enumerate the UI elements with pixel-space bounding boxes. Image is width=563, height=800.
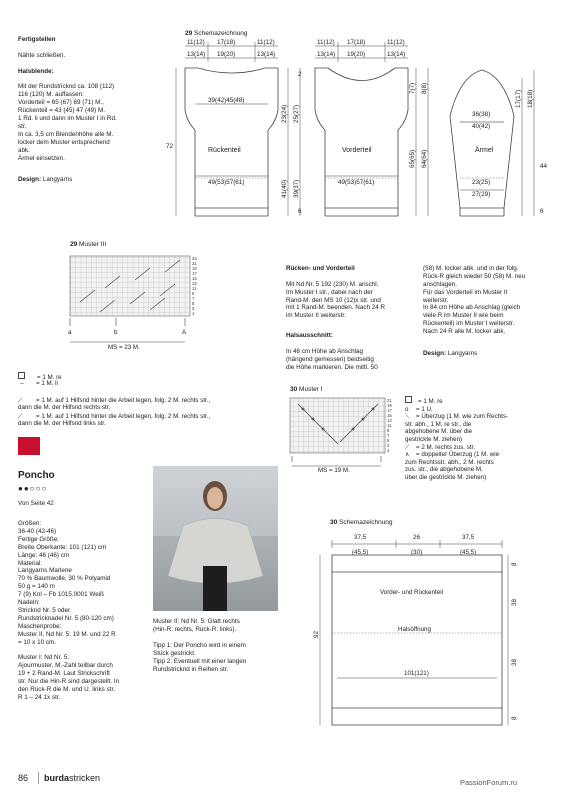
dim-s44: 44 xyxy=(540,163,548,170)
design-value: Langyarns xyxy=(41,176,73,184)
back-piece-outline xyxy=(185,68,278,208)
legend-30-row xyxy=(405,396,557,406)
dim-h8b: 8 xyxy=(511,716,518,720)
dim-t4: 13(14) xyxy=(187,51,206,58)
schema-29-heading xyxy=(185,30,248,37)
legend-29-row xyxy=(18,405,210,428)
dim-t7: 11(12) xyxy=(317,39,335,46)
text-rv: Mit Nd Nr. 5 192 (230) M. anschl. Im Muster I str., dabei nach der Rand-M. den MS 10 (12)x str. und mit 1 Rand-M. beenden. Nach 24 R im Muster II weiterstr. xyxy=(286,280,386,320)
dim-v4: 39(37) xyxy=(293,179,300,198)
legend-30-row xyxy=(405,444,557,452)
dim-t11: 19(20) xyxy=(347,51,366,58)
dim-back-bot: 49(53)57(61) xyxy=(208,179,245,186)
cable-purl-icon: ⟋ xyxy=(18,412,23,420)
muster-3-title: Muster III xyxy=(79,241,107,248)
dim-h72: 72 xyxy=(166,143,174,150)
m1-row-num: 19 xyxy=(387,403,392,408)
legend-30-text: = 1 U. xyxy=(416,405,433,413)
dim-t2: 17(18) xyxy=(217,39,236,46)
text-neck-cont: (58) M. locker abk. und in der folg. Rück-R gleich wieder 50 (58) M. neu anschlagen. Für das Vorderteil im Muster II weiterstr. In 84 cm Höhe ab Anschlag (gleich viele R im Muster II wie beim Rückenteil) im Muster I weiterstr. Nach 24 R alle M. locker abk. xyxy=(423,264,526,336)
brand-logo xyxy=(44,773,100,783)
m1-row-num: 21 xyxy=(387,398,392,403)
legend-30-row xyxy=(405,413,557,443)
design-label-2: Design: xyxy=(423,349,447,357)
muster-1-title: Muster I xyxy=(299,386,323,393)
dim-s1: 36(38) xyxy=(472,111,491,118)
label-neck-opening: Halsöffnung xyxy=(398,626,431,633)
dim-t8: 17(18) xyxy=(347,39,366,46)
dim-s6: 18(18) xyxy=(527,89,534,108)
dim-d3: 37,5 xyxy=(462,534,475,541)
neckline-continued xyxy=(423,257,558,366)
legend-30-text: = 1 M. re xyxy=(418,398,443,405)
m1-row-num: 13 xyxy=(387,418,392,423)
model-figure xyxy=(153,466,278,611)
muster-1-chart xyxy=(288,396,403,476)
dim-t1: 11(12) xyxy=(187,39,205,46)
legend-30-text: = Überzug (1 M. wie zum Rechts- str. abh., 1 M. re str., die abgehobene M. über die gestrickte M. ziehen) xyxy=(405,413,508,443)
heading-hals: Halsausschnitt: xyxy=(286,332,333,340)
m3-row-num: 13 xyxy=(192,281,197,286)
dim-f4: 64(64) xyxy=(421,149,428,168)
k2tog-icon: ⟋ xyxy=(405,443,410,451)
dim-h6a: 6 xyxy=(298,208,302,215)
schema-29-title: Schemazeichnung xyxy=(194,30,248,37)
dim-v2: 25(27) xyxy=(293,104,300,123)
dim-t10: 13(14) xyxy=(317,51,336,58)
difficulty-rating: ●●○○○ xyxy=(18,484,48,493)
poncho-title: Poncho xyxy=(18,470,55,481)
muster-3-mark-a: a xyxy=(68,329,72,336)
schema-30-drawing xyxy=(312,528,532,728)
dim-h38a: 38 xyxy=(511,599,518,606)
model-photo xyxy=(153,466,278,611)
dim-back-mid: 39(42)45(48) xyxy=(208,97,245,104)
m3-row-num: 19 xyxy=(192,266,197,271)
sleeve-outline xyxy=(450,70,514,208)
text-halsblende: Mit der Rundstricknd ca. 108 (112) 116 (120) M. auffassen: Vorderteil = 65 (67) 69 (71) M., Rückenteil = 43 (45) 47 (49) M. 1 Rd. li und dann im Muster I in Rd. str. In ca. 3,5 cm Blendenhöhe alle M. locker dem Muster entsprechend abk. Ärmel einsetzen. xyxy=(18,83,117,162)
poncho-outline xyxy=(332,555,502,725)
heading-halsblende: Halsblende: xyxy=(18,67,54,75)
design-credit xyxy=(18,176,166,184)
dim-t12: 13(14) xyxy=(387,51,406,58)
finishing-instructions xyxy=(18,28,166,192)
dim-t3: 11(12) xyxy=(257,39,275,46)
m3-row-num: 5 xyxy=(192,301,195,306)
label-sleeve: Ärmel xyxy=(475,147,494,154)
m1-row-num: 3 xyxy=(387,443,390,448)
knit-symbol-icon xyxy=(405,396,412,403)
yarn-over-icon: o xyxy=(405,405,409,413)
text-hals: In 46 cm Höhe ab Anschlag (hängend gemessen) beidseitig die Höhe markieren. Die mittl. 50 xyxy=(286,347,378,371)
label-back: Rückenteil xyxy=(208,147,241,154)
muster-1-num: 30 xyxy=(290,386,298,393)
muster-2-text: Muster II: Nd Nr. 5: Glatt rechts (Hin-R: rechts, Rück-R: links). xyxy=(153,618,240,633)
m3-row-num: 17 xyxy=(192,271,197,276)
muster-3-mark-b: b xyxy=(114,329,118,336)
m3-row-num: 11 xyxy=(192,286,197,291)
cable-right-icon: ⟋ xyxy=(18,396,23,404)
label-poncho-piece: Vorder- und Rückenteil xyxy=(380,589,443,596)
schema-30-num: 30 xyxy=(330,519,338,526)
dim-t9: 11(12) xyxy=(387,39,405,46)
schema-30-heading xyxy=(330,519,393,526)
muster-3-ms: MS = 23 M. xyxy=(108,344,140,351)
watermark: PassionForum.ru xyxy=(460,778,518,787)
brand-bold: burda xyxy=(44,773,70,783)
dim-d1b: (45,5) xyxy=(352,549,369,556)
m1-row-num: 9 xyxy=(387,428,390,433)
legend-30-text: = doppelter Überzug (1 M. wie zum Rechtsstr. abh., 2 M. rechts zus. str., die abgehobene M. über die gestrickte M. ziehen) xyxy=(405,451,500,481)
dim-h8a: 8 xyxy=(511,562,518,566)
von-seite: Von Seite 42 xyxy=(18,500,54,507)
m1-row-num: 5 xyxy=(387,438,390,443)
muster-3-num: 29 xyxy=(70,241,78,248)
muster-3-mark-A: A xyxy=(182,329,187,336)
m3-row-num: 15 xyxy=(192,276,197,281)
schema-30-title: Schemazeichnung xyxy=(339,519,393,526)
tips-text: Tipp 1: Der Poncho wird in einem Stück gestrickt. Tipp 2: Eventuell mit einer langen Rundstricknd in Reihen str. xyxy=(153,642,247,673)
schema-29-drawing xyxy=(160,38,555,228)
dim-s5: 17(17) xyxy=(515,89,522,108)
legend-29-text: = 1 M. auf 1 Hilfsnd hinter die Arbeit legen, folg. 2 M. rechts str., dann die M. der Hilfsnd rechts str. xyxy=(18,396,211,412)
poncho-number: 30 xyxy=(18,438,34,454)
dim-d1: 37,5 xyxy=(354,534,367,541)
design-label: Design: xyxy=(18,176,42,184)
muster-1-ms: MS = 19 M. xyxy=(318,467,350,474)
poncho-details: Größen: 36-40 (42-46) Fertige Größe: Breite Oberkante: 101 (121) cm Länge: 46 (46) cm Material: Langyarns Marlene 70 % Baumwolle, 30 % Polyamid 50 g = 140 m 7 (9) Knl – Fb 1015.0001 Weiß Nadeln: Stricknd Nr. 5 oder Rundstricknadel Nr. 5 (80-120 cm) Maschenprobe: Muster II, Nd Nr. 5: 19 M. und 22 R = 10 x 10 cm. Muster I: Nd Nr. 5: Ajourmuster, M.-Zahl teilbar durch 19 + 2 Rand-M. Laut Strickschrift str. Nur die Hin-R sind dargestellt. In den Rück-R die M. und U. links str. R 1 – 24 1x str. xyxy=(18,520,120,701)
dim-f2: 8(8) xyxy=(421,82,428,94)
m3-row-num: 1 xyxy=(192,311,195,316)
dim-s4: 27(29) xyxy=(472,191,491,198)
dim-front-bot: 49(53)57(61) xyxy=(338,179,375,186)
legend-29-row xyxy=(18,380,58,388)
label-front: Vorderteil xyxy=(342,147,372,154)
double-decrease-icon: ∧ xyxy=(405,451,410,459)
legend-30-text: = 2 M. rechts zus. str. xyxy=(416,443,475,451)
back-front-instructions xyxy=(286,257,416,380)
brand-rest: stricken xyxy=(69,773,101,783)
dim-d2b: (30) xyxy=(411,549,423,556)
m1-row-num: 1 xyxy=(387,448,390,453)
dim-width: 101(121) xyxy=(404,670,429,677)
skp-icon: ⟍ xyxy=(405,413,410,421)
dim-t6: 13(14) xyxy=(257,51,276,58)
legend-29-text: = 1 M. li xyxy=(36,380,58,387)
m3-row-num: 21 xyxy=(192,261,197,266)
schema-29-num: 29 xyxy=(185,30,193,37)
m3-row-num: 7 xyxy=(192,296,195,301)
m3-row-num: 3 xyxy=(192,306,195,311)
legend-30-row xyxy=(405,406,557,414)
dim-v3: 41(40) xyxy=(281,179,288,198)
dim-h38b: 38 xyxy=(511,659,518,666)
legend-30-row xyxy=(405,451,557,481)
dim-d2: 26 xyxy=(413,534,420,541)
dim-v1: 23(24) xyxy=(281,104,288,123)
dim-h92: 92 xyxy=(313,631,320,638)
dim-h2: 2 xyxy=(298,71,302,78)
dim-s2: 40(42) xyxy=(472,123,491,130)
m1-row-num: 7 xyxy=(387,433,390,438)
muster-3-chart xyxy=(60,252,210,357)
footer-divider xyxy=(38,772,39,784)
dim-f1: 7(7) xyxy=(409,82,416,94)
m3-row-num: 9 xyxy=(192,291,195,296)
page-number: 86 xyxy=(18,773,29,783)
text-fertigstellen: Nähte schließen. xyxy=(18,51,66,59)
dim-s3: 23(25) xyxy=(472,179,491,186)
legend-29-text: = 1 M. auf 1 Hilfsnd hinter die Arbeit legen, folg. 2 M. rechts str., dann die M. der Hilfsnd links str. xyxy=(18,412,211,428)
heading-fertigstellen: Fertigstellen xyxy=(18,35,56,43)
purl-symbol-icon: – xyxy=(20,380,24,387)
legend-30 xyxy=(405,396,557,482)
knit-symbol-icon xyxy=(18,372,25,379)
heading-rv: Rücken- und Vorderteil xyxy=(286,264,355,272)
front-piece-outline xyxy=(315,68,408,208)
legend-29-text: = 1 M. re xyxy=(37,374,62,381)
dim-s6b: 6 xyxy=(540,208,544,215)
m1-row-num: 17 xyxy=(387,408,392,413)
dim-f3: 65(65) xyxy=(409,149,416,168)
muster-3-heading xyxy=(70,241,106,248)
dim-d3b: (45,5) xyxy=(460,549,477,556)
muster-1-heading xyxy=(290,386,323,393)
m1-row-num: 11 xyxy=(387,423,392,428)
m1-row-num: 15 xyxy=(387,413,392,418)
dim-t5: 19(20) xyxy=(217,51,236,58)
m3-row-num: 23 xyxy=(192,256,197,261)
design-value-2: Langyarns xyxy=(446,349,478,357)
